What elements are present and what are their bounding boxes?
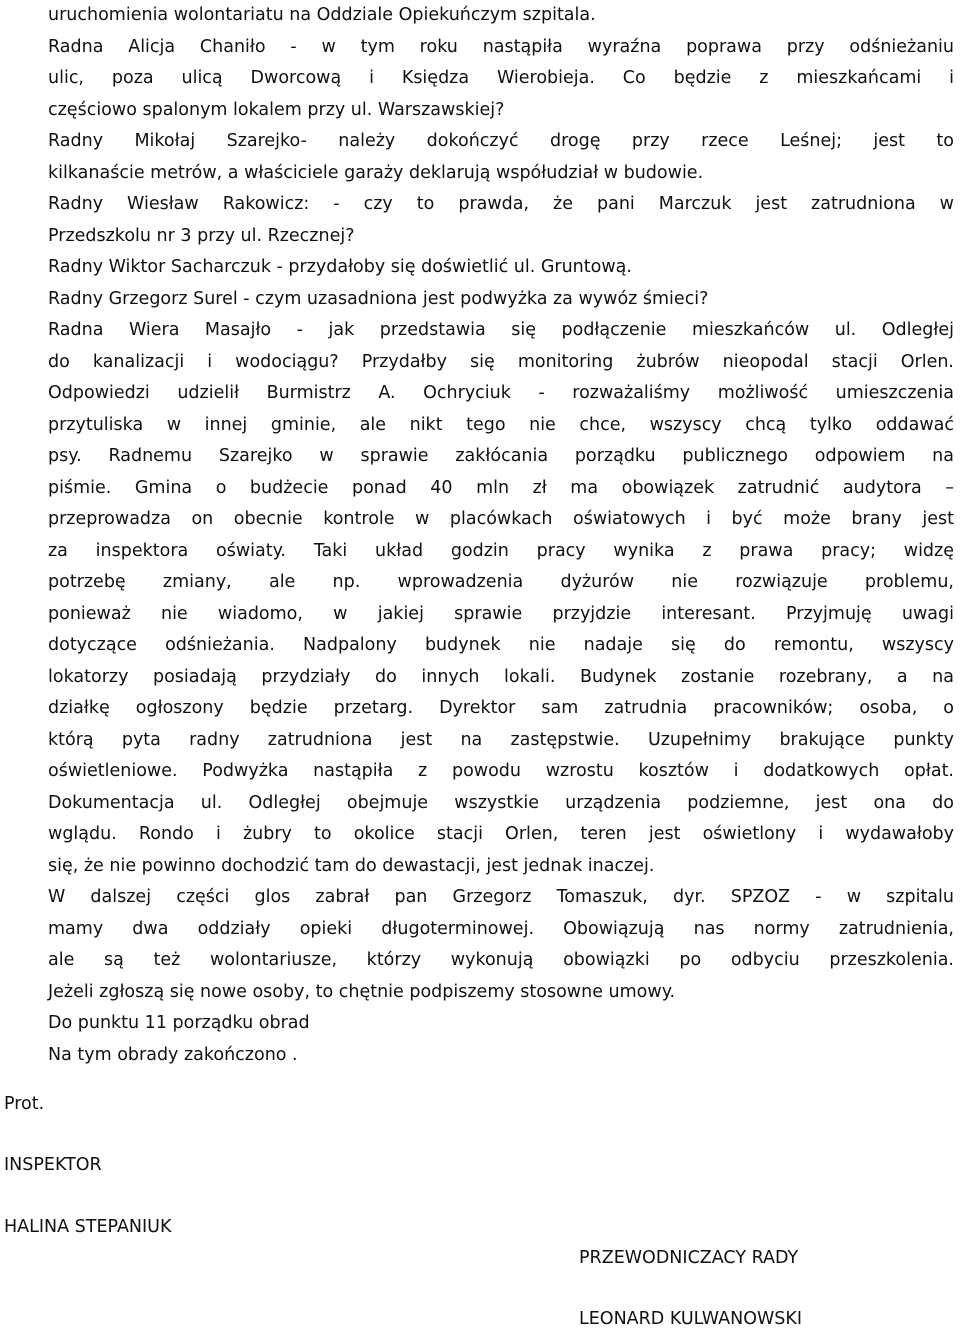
body-line: Jeżeli zgłoszą się nowe osoby, to chętnie podpiszemy stosowne umowy. — [48, 981, 676, 1002]
body-line: W dalszej części glos zabrał pan Grzegorz Tomaszuk, dyr. SPZOZ - w szpitalu — [48, 887, 954, 907]
body-line: Radny Wiesław Rakowicz: - czy to prawda, że pani Marczuk jest zatrudniona w — [48, 194, 954, 214]
body-line: przeprowadza on obecnie kontrole w placówkach oświatowych i być może brany jest — [48, 509, 954, 529]
chair-name: LEONARD KULWANOWSKI — [579, 1309, 803, 1329]
body-line: ale są też wolontariusze, którzy wykonują obowiązki po odbyciu przeszkolenia. — [48, 950, 954, 970]
document-body — [48, 0, 954, 1071]
inspector-name: HALINA STEPANIUK — [4, 1217, 172, 1237]
body-line: Na tym obrady zakończono . — [48, 1044, 298, 1065]
body-line: potrzebę zmiany, ale np. wprowadzenia dyżurów nie rozwiązuje problemu, — [48, 572, 954, 592]
body-line: Radna Wiera Masajło - jak przedstawia się podłączenie mieszkańców ul. Odległej — [48, 320, 954, 340]
body-line: psy. Radnemu Szarejko w sprawie zakłócania porządku publicznego odpowiem na — [48, 446, 954, 466]
body-line: ponieważ nie wiadomo, w jakiej sprawie przyjdzie interesant. Przyjmuję uwagi — [48, 603, 954, 624]
body-line: kilkanaście metrów, a właściciele garaży deklarują współudział w budowie. — [48, 162, 704, 183]
body-line: Radny Wiktor Sacharczuk - przydałoby się doświetlić ul. Gruntową. — [48, 257, 632, 277]
body-line: wglądu. Rondo i żubry to okolice stacji Orlen, teren jest oświetlony i wydawałoby — [48, 824, 954, 844]
body-line: Dokumentacja ul. Odległej obejmuje wszystkie urządzenia podziemne, jest ona do — [48, 792, 954, 813]
inspector-title: INSPEKTOR — [4, 1155, 102, 1175]
prot-label: Prot. — [4, 1094, 45, 1114]
body-line: działkę ogłoszony będzie przetarg. Dyrektor sam zatrudnia pracowników; osoba, o — [48, 698, 954, 718]
body-line: ulic, poza ulicą Dworcową i Księdza Wierobieja. Co będzie z mieszkańcami i — [48, 68, 954, 88]
body-line: uruchomienia wolontariatu na Oddziale Opiekuńczym szpitala. — [48, 5, 596, 25]
body-line: oświetleniowe. Podwyżka nastąpiła z powodu wzrostu kosztów i dodatkowych opłat. — [48, 761, 954, 781]
body-line: do kanalizacji i wodociągu? Przydałby się monitoring żubrów nieopodal stacji Orlen. — [48, 351, 954, 372]
body-line: Przedszkolu nr 3 przy ul. Rzecznej? — [48, 225, 355, 246]
body-line: Radna Alicja Chaniło - w tym roku nastąpiła wyraźna poprawa przy odśnieżaniu — [48, 36, 954, 57]
body-line: piśmie. Gmina o budżecie ponad 40 mln zł ma obowiązek zatrudnić audytora – — [48, 477, 954, 498]
body-line: którą pyta radny zatrudniona jest na zastępstwie. Uzupełnimy brakujące punkty — [48, 729, 954, 750]
body-line: przytuliska w innej gminie, ale nikt tego nie chce, wszyscy chcą tylko oddawać — [48, 414, 954, 435]
body-line: Radny Grzegorz Surel - czym uzasadniona jest podwyżka za wywóz śmieci? — [48, 288, 709, 309]
body-line: Radny Mikołaj Szarejko- należy dokończyć drogę przy rzece Leśnej; jest to — [48, 131, 954, 151]
body-line: Odpowiedzi udzielił Burmistrz A. Ochryciuk - rozważaliśmy możliwość umieszczenia — [48, 383, 954, 403]
body-line: Do punktu 11 porządku obrad — [48, 1013, 310, 1033]
body-line: częściowo spalonym lokalem przy ul. Warszawskiej? — [48, 99, 505, 120]
body-line: się, że nie powinno dochodzić tam do dewastacji, jest jednak inaczej. — [48, 855, 655, 876]
body-line: za inspektora oświaty. Taki układ godzin pracy wynika z prawa pracy; widzę — [48, 540, 954, 561]
body-line: mamy dwa oddziały opieki długoterminowej. Obowiązują nas normy zatrudnienia, — [48, 918, 954, 939]
chair-title: PRZEWODNICZACY RADY — [579, 1248, 799, 1268]
body-line: dotyczące odśnieżania. Nadpalony budynek nie nadaje się do remontu, wszyscy — [48, 635, 954, 655]
body-line: lokatorzy posiadają przydziały do innych lokali. Budynek zostanie rozebrany, a na — [48, 666, 954, 687]
